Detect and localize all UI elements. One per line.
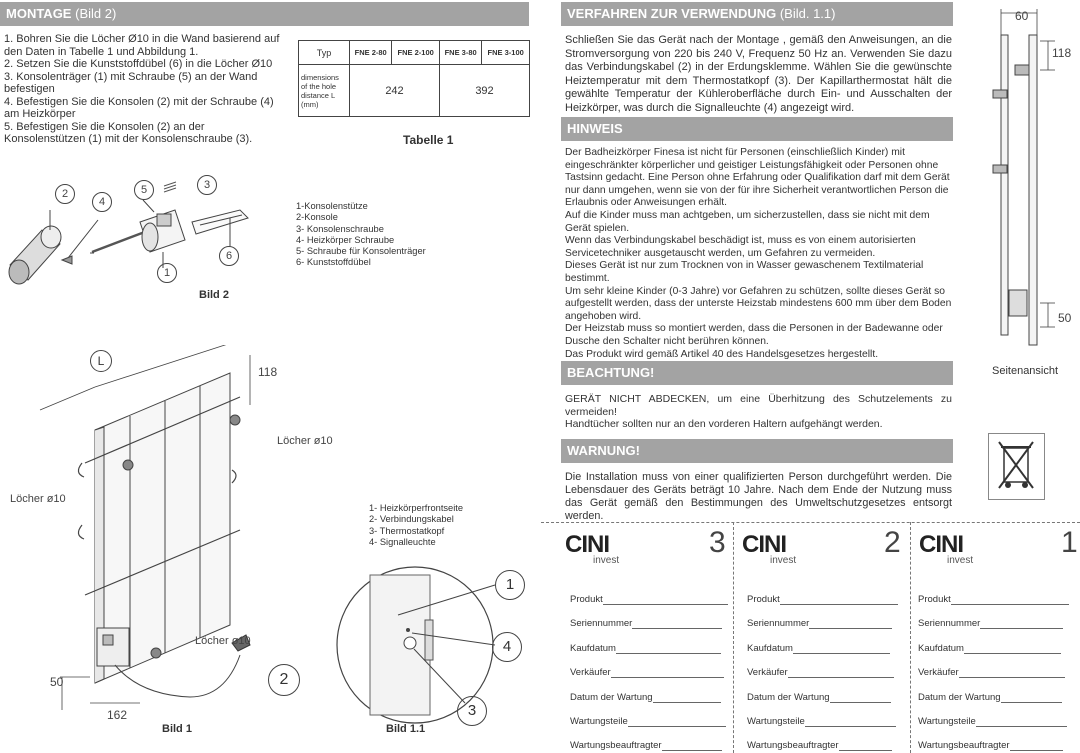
bild2-legend-item: 1-Konsolenstütze <box>296 201 368 211</box>
table-1 <box>298 40 530 117</box>
montage-step: 5. Befestigen Sie die Konsolen (2) an der Konsolenstützen (1) mit der Konsolenschraube (3). <box>4 120 253 145</box>
card-field: Produkt <box>918 594 1069 605</box>
card-number: 1 <box>1061 526 1078 559</box>
invest-label: invest <box>770 555 797 566</box>
table-col-header: FNE 3-80 <box>439 41 481 65</box>
card-field: Seriennummer <box>918 618 1063 629</box>
cini-logo: CINI <box>742 531 786 558</box>
table-col-header: FNE 3-100 <box>482 41 530 65</box>
hinweis-title: HINWEIS <box>567 121 623 136</box>
beachtung-title: BEACHTUNG! <box>567 365 655 380</box>
card-field: Datum der Wartung <box>747 692 891 703</box>
bild2-legend-item: 6- Kunststoffdübel <box>296 257 371 268</box>
callout-5: 5 <box>134 180 154 200</box>
warnung-header <box>561 439 953 463</box>
table-row-label: dimensions of the hole distance L (mm) <box>299 65 350 117</box>
bild11-legend-item: 2- Verbindungskabel <box>369 514 454 525</box>
montage-subtitle: (Bild 2) <box>75 6 117 21</box>
holes-bottom-label: Löcher ø10 <box>195 635 251 647</box>
beachtung-header <box>561 361 953 385</box>
card-field: Verkäufer <box>747 667 894 678</box>
hinweis-paragraph: Der Badheizkörper Finesa ist nicht für Personen (einschließlich Kinder) mit eingeschränkter körperlicher und geistiger Leistungsfähigkeit oder Personen ohne Tastsinn gedacht. Eine Person ohne Erfahrung oder Qualifikation darf mit dem Gerät nur dann umgehen, wenn sie von der für ihre Sicherheit verantwortlichen Person die Erlaubnis oder Anweisungen erhält. <box>565 147 950 209</box>
callout-4-bild11: 4 <box>492 632 522 662</box>
callout-2: 2 <box>55 184 75 204</box>
cini-logo: CINI <box>565 531 609 558</box>
card-field: Seriennummer <box>747 618 892 629</box>
card-field: Wartungsteile <box>570 716 726 727</box>
montage-step: 1. Bohren Sie die Löcher Ø10 in die Wand basierend auf den Daten in Tabelle 1 und Abbildung 1. <box>4 33 280 58</box>
bild2-legend <box>296 201 426 269</box>
table-value: 242 <box>350 65 440 117</box>
dim-50-bild1: 50 <box>50 675 64 689</box>
table-caption: Tabelle 1 <box>403 133 454 147</box>
bild11-legend <box>369 503 463 548</box>
table-typ-label: Typ <box>299 41 350 65</box>
card-field: Wartungsbeauftragter <box>747 740 892 751</box>
dim-118-side: 118 <box>1052 46 1072 60</box>
card-field: Datum der Wartung <box>570 692 721 703</box>
hinweis-text <box>565 147 952 361</box>
verfahren-subtitle: (Bild. 1.1) <box>779 6 836 21</box>
hinweis-header <box>561 117 953 141</box>
dim-118-bild1: 118 <box>258 365 278 379</box>
invest-label: invest <box>593 555 620 566</box>
holes-left-label: Löcher ø10 <box>10 493 66 505</box>
callout-4: 4 <box>92 192 112 212</box>
card-field: Wartungsbeauftragter <box>918 740 1063 751</box>
hinweis-paragraph: Um sehr kleine Kinder (0-3 Jahre) vor Gefahren zu schützen, sollte dieses Gerät so aufgestellt werden, dass der unterste Heizstab mindestens 600 mm über dem Boden angehoben wird. <box>565 285 952 322</box>
konsolenstuetze <box>140 210 185 268</box>
weee-disposal-icon <box>988 433 1045 500</box>
verfahren-header <box>561 2 953 26</box>
card-field: Kaufdatum <box>918 643 1061 654</box>
bild2-legend-item: 4- Heizkörper Schraube <box>296 234 395 245</box>
card-field: Verkäufer <box>570 667 724 678</box>
montage-title: MONTAGE <box>6 6 72 21</box>
dim-162: 162 <box>107 708 128 722</box>
card-field: Kaufdatum <box>570 643 721 654</box>
beachtung-text <box>565 393 952 431</box>
verfahren-text: Schließen Sie das Gerät nach der Montage , gemäß den Anweisungen, an die Stromversorgung von 220 bis 240 V, Frequenz 50 Hz an. Verwenden Sie dazu das Verbindungskabel (2) in der Erdungsklemme. Wählen Sie die gewünschte Heiztemperatur mit dem Thermostatkopf (3). Der Kapillarthermostat hält die gewählte Temperatur der Kühleroberfläche durch Ein- und Ausschalten der Heizkörper, was durch die Signalleuchte (4) angezeigt wird. <box>565 34 952 114</box>
beachtung-line: Handtücher sollten nur an den vorderen Haltern aufgehängt werden. <box>565 418 883 431</box>
bild11-caption: Bild 1.1 <box>386 723 426 735</box>
consolen-cylinder <box>9 226 61 284</box>
hinweis-paragraph: Wenn das Verbindungskabel beschädigt ist, muss es von einem autorisierten Servicetechniker ausgetauscht werden, um Gefahren zu vermeiden. <box>565 235 916 259</box>
callout-3: 3 <box>197 175 217 195</box>
callout-1-bild11: 1 <box>495 570 525 600</box>
card-field: Wartungsteile <box>747 716 896 727</box>
hinweis-paragraph: Das Produkt wird gemäß Artikel 40 des Handelsgesetzes hergestellt. <box>565 348 879 360</box>
montage-steps <box>4 33 282 146</box>
bild11-legend-item: 4- Signalleuchte <box>369 536 436 547</box>
hinweis-paragraph: Auf die Kinder muss man achtgeben, um sicherzustellen, dass sie nicht mit dem Gerät spielen. <box>565 209 930 234</box>
card-field: Wartungsbeauftragter <box>570 740 722 751</box>
callout-2-bild1: 2 <box>268 664 300 696</box>
bild11-legend-item: 1- Heizkörperfrontseite <box>369 503 464 513</box>
warnung-text: Die Installation muss von einer qualifizierten Person durchgeführt werden. Die Lebensdauer des Geräts beträgt 10 Jahre. Nach dem Ende der Nutzung muss das Gerät gemäß den Bestimmungen des Umweltschutzgesetzes entsorgt werden. <box>565 471 952 522</box>
bild1-caption: Bild 1 <box>162 723 192 735</box>
callout-6: 6 <box>219 246 239 266</box>
card-field: Kaufdatum <box>747 643 890 654</box>
callout-3-bild11: 3 <box>457 696 487 726</box>
bild11-legend-item: 3- Thermostatkopf <box>369 525 445 536</box>
bild2-legend-item: 3- Konsolenschraube <box>296 223 384 234</box>
montage-step: 4. Befestigen Sie die Konsolen (2) mit der Schraube (4) am Heizkörper <box>4 95 274 120</box>
beachtung-line: GERÄT NICHT ABDECKEN, um eine Überhitzung des Schutzelements zu vermeiden! <box>565 393 952 418</box>
seitenansicht-caption: Seitenansicht <box>992 365 1059 377</box>
card-field: Seriennummer <box>570 618 722 629</box>
holes-top-label: Löcher ø10 <box>277 435 333 447</box>
bild2-legend-item: 5- Schraube für Konsolenträger <box>296 246 426 257</box>
montage-step: 2. Setzen Sie die Kunststoffdübel (6) in die Löcher Ø10 <box>4 58 273 70</box>
table-value: 392 <box>439 65 529 117</box>
card-field: Wartungsteile <box>918 716 1067 727</box>
bild2-legend-item: 2-Konsole <box>296 212 338 223</box>
callout-1: 1 <box>157 263 177 283</box>
card-number: 2 <box>884 526 901 559</box>
montage-step: 3. Konsolenträger (1) mit Schraube (5) an der Wand befestigen <box>4 70 258 95</box>
dim-L: L <box>90 350 112 372</box>
card-field: Verkäufer <box>918 667 1065 678</box>
cini-logo: CINI <box>919 531 963 558</box>
dim-50-side: 50 <box>1058 311 1072 325</box>
bild2-caption: Bild 2 <box>199 289 229 301</box>
card-field: Produkt <box>570 594 728 605</box>
card-number: 3 <box>709 526 726 559</box>
hinweis-paragraph: Der Heizstab muss so montiert werden, dass die Personen in der Badewanne oder Dusche den Schalter nicht berühren können. <box>565 323 943 347</box>
warnung-title: WARNUNG! <box>567 443 640 458</box>
table-col-header: FNE 2-80 <box>350 41 392 65</box>
montage-header <box>0 2 529 26</box>
hinweis-paragraph: Dieses Gerät ist nur zum Trocknen von in Wasser gewaschenem Textilmaterial bestimmt. <box>565 260 924 284</box>
card-field: Produkt <box>747 594 898 605</box>
verfahren-title: VERFAHREN ZUR VERWENDUNG <box>567 6 777 21</box>
dim-60: 60 <box>1015 9 1029 23</box>
card-field: Datum der Wartung <box>918 692 1062 703</box>
duebel <box>192 210 248 246</box>
invest-label: invest <box>947 555 974 566</box>
table-col-header: FNE 2-100 <box>392 41 440 65</box>
